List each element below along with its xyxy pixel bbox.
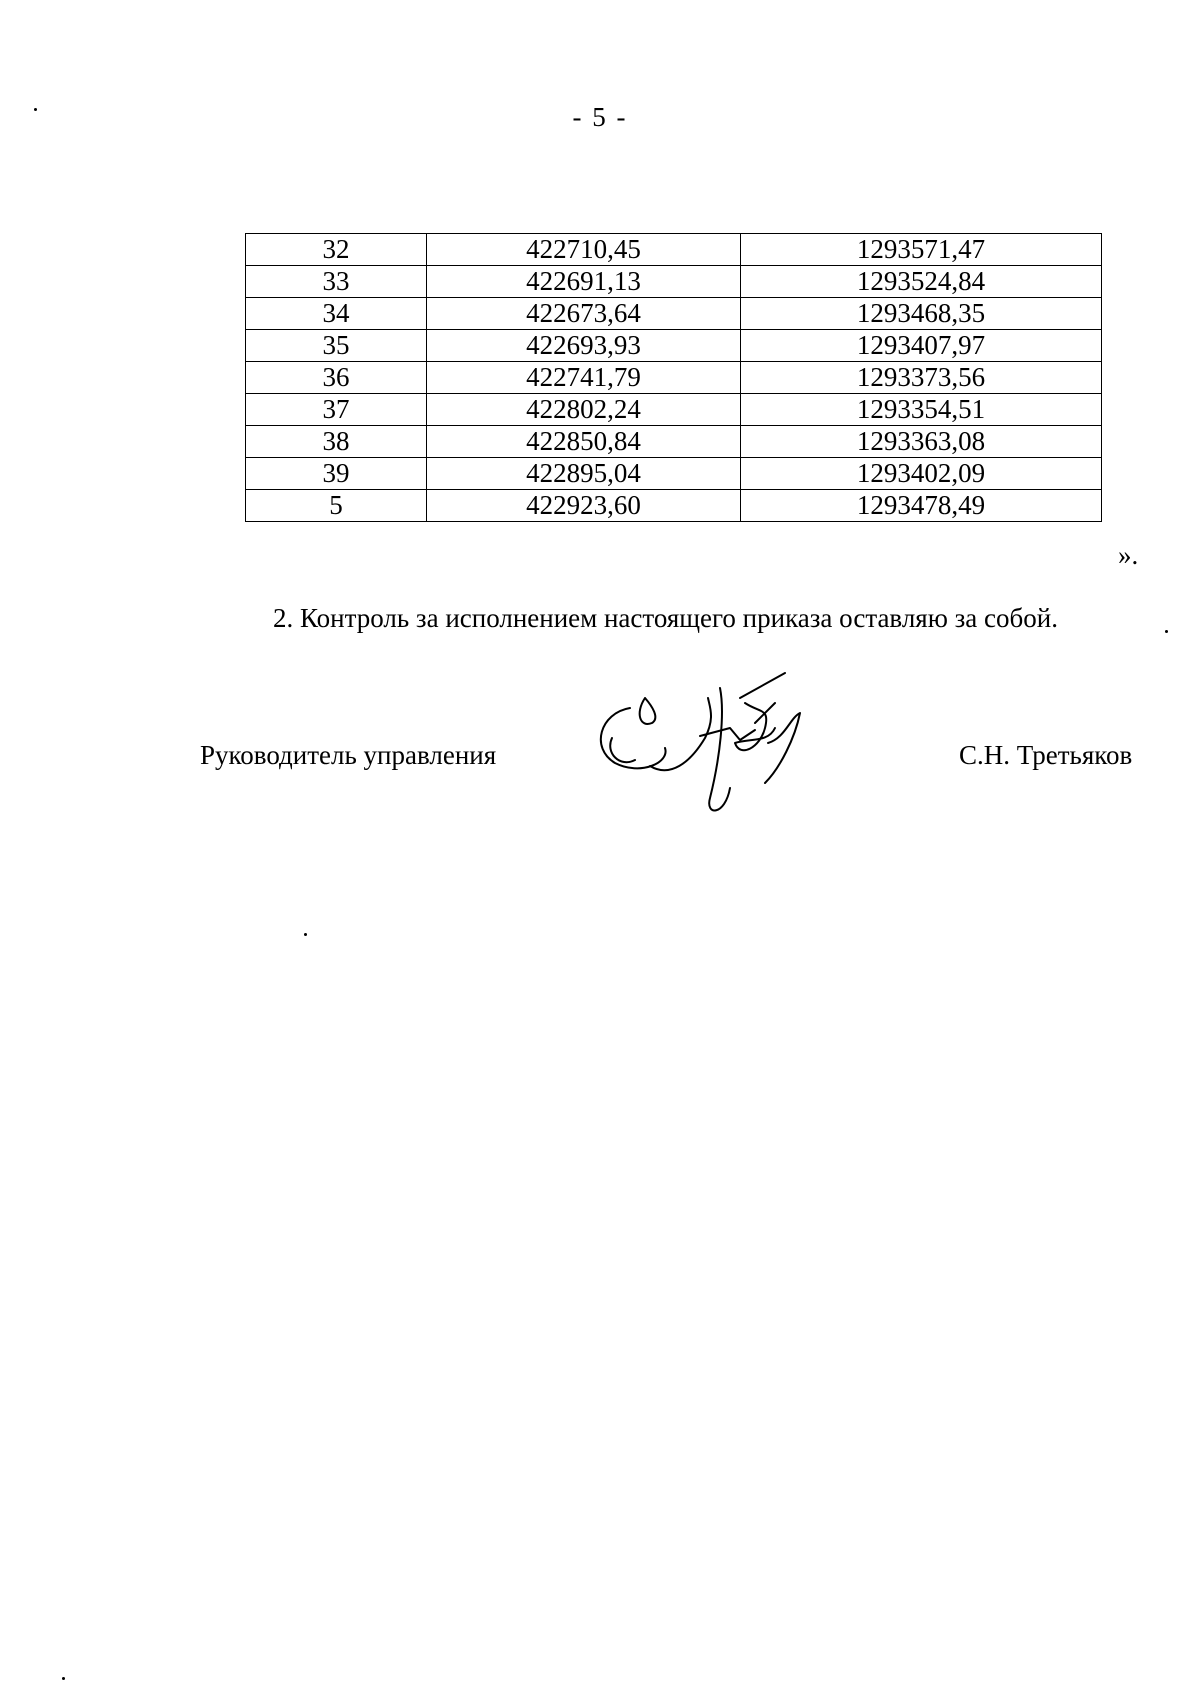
page-number: - 5 - <box>572 102 628 132</box>
x-coordinate-cell: 422923,60 <box>427 490 741 522</box>
y-coordinate-cell: 1293402,09 <box>741 458 1102 490</box>
y-coordinate-cell: 1293571,47 <box>741 234 1102 266</box>
scan-speck <box>34 108 37 111</box>
closing-quote: ». <box>1118 540 1139 570</box>
point-number-cell: 36 <box>246 362 427 394</box>
table-row <box>246 298 1102 330</box>
y-coordinate-cell: 1293354,51 <box>741 394 1102 426</box>
x-coordinate-cell: 422741,79 <box>427 362 741 394</box>
table-row <box>246 490 1102 522</box>
signer-name: С.Н. Третьяков <box>959 740 1133 770</box>
y-coordinate-cell: 1293478,49 <box>741 490 1102 522</box>
y-coordinate-cell: 1293407,97 <box>741 330 1102 362</box>
signer-title: Руководитель управления <box>200 740 497 770</box>
x-coordinate-cell: 422673,64 <box>427 298 741 330</box>
y-coordinate-cell: 1293468,35 <box>741 298 1102 330</box>
point-number-cell: 37 <box>246 394 427 426</box>
scan-speck <box>304 933 307 936</box>
table-row <box>246 458 1102 490</box>
table-row <box>246 266 1102 298</box>
x-coordinate-cell: 422802,24 <box>427 394 741 426</box>
coordinates-table <box>245 233 1102 522</box>
y-coordinate-cell: 1293524,84 <box>741 266 1102 298</box>
handwritten-signature <box>590 668 840 818</box>
table-row <box>246 330 1102 362</box>
point-number-cell: 34 <box>246 298 427 330</box>
point-number-cell: 35 <box>246 330 427 362</box>
point-number-cell: 33 <box>246 266 427 298</box>
table-row <box>246 426 1102 458</box>
x-coordinate-cell: 422895,04 <box>427 458 741 490</box>
point-number-cell: 32 <box>246 234 427 266</box>
point-number-cell: 38 <box>246 426 427 458</box>
point-number-cell: 39 <box>246 458 427 490</box>
scan-speck <box>1165 630 1168 633</box>
x-coordinate-cell: 422691,13 <box>427 266 741 298</box>
y-coordinate-cell: 1293363,08 <box>741 426 1102 458</box>
x-coordinate-cell: 422850,84 <box>427 426 741 458</box>
clause-2-text: 2. Контроль за исполнением настоящего приказа оставляю за собой. <box>273 603 1058 633</box>
table-row <box>246 234 1102 266</box>
point-number-cell: 5 <box>246 490 427 522</box>
x-coordinate-cell: 422710,45 <box>427 234 741 266</box>
scan-speck <box>62 1677 65 1680</box>
table-row <box>246 362 1102 394</box>
y-coordinate-cell: 1293373,56 <box>741 362 1102 394</box>
table-row <box>246 394 1102 426</box>
x-coordinate-cell: 422693,93 <box>427 330 741 362</box>
